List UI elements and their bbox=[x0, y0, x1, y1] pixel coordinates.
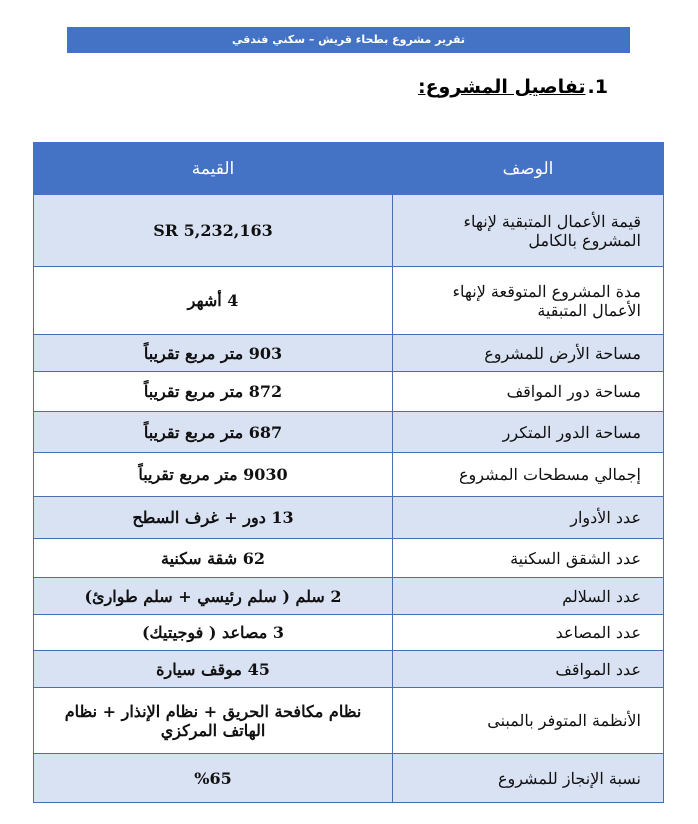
row-value: 687 متر مربع تقريباً bbox=[34, 412, 393, 453]
table-row bbox=[34, 754, 664, 803]
row-value: %65 bbox=[34, 754, 393, 803]
table-row bbox=[34, 267, 664, 335]
section-number: 1. bbox=[587, 76, 608, 98]
row-value: 903 متر مربع تقريباً bbox=[34, 335, 393, 372]
row-description: مساحة دور المواقف bbox=[393, 372, 664, 412]
row-value: 9030 متر مربع تقريباً bbox=[34, 453, 393, 497]
row-description: مدة المشروع المتوقعة لإنهاء الأعمال المتبقية bbox=[393, 267, 664, 335]
table-row bbox=[34, 497, 664, 539]
table-row bbox=[34, 578, 664, 615]
row-description: نسبة الإنجاز للمشروع bbox=[393, 754, 664, 803]
row-description: عدد الأدوار bbox=[393, 497, 664, 539]
table-row bbox=[34, 453, 664, 497]
column-header-description: الوصف bbox=[393, 143, 664, 195]
row-description: عدد الشقق السكنية bbox=[393, 539, 664, 578]
row-value: نظام مكافحة الحريق + نظام الإنذار + نظام الهاتف المركزي bbox=[34, 688, 393, 754]
row-value: 872 متر مربع تقريباً bbox=[34, 372, 393, 412]
table-row bbox=[34, 615, 664, 651]
table-row bbox=[34, 372, 664, 412]
table-row bbox=[34, 539, 664, 578]
row-description: مساحة الأرض للمشروع bbox=[393, 335, 664, 372]
report-header-banner: تقرير مشروع بطحاء قريش – سكني فندقي bbox=[67, 27, 630, 53]
row-value: 5,232,163 SR bbox=[34, 195, 393, 267]
table-row bbox=[34, 412, 664, 453]
section-heading bbox=[418, 76, 608, 98]
row-description: الأنظمة المتوفر بالمبنى bbox=[393, 688, 664, 754]
row-description: إجمالي مسطحات المشروع bbox=[393, 453, 664, 497]
section-title: تفاصيل المشروع: bbox=[417, 76, 586, 98]
table-header-row bbox=[34, 143, 664, 195]
row-value: 4 أشهر bbox=[34, 267, 393, 335]
row-value: 62 شقة سكنية bbox=[34, 539, 393, 578]
table-row bbox=[34, 335, 664, 372]
row-value: 3 مصاعد ( فوجيتيك) bbox=[34, 615, 393, 651]
table-row bbox=[34, 195, 664, 267]
row-description: عدد السلالم bbox=[393, 578, 664, 615]
row-description: عدد المواقف bbox=[393, 651, 664, 688]
project-details-table bbox=[33, 142, 664, 803]
row-value: 45 موقف سيارة bbox=[34, 651, 393, 688]
table-row bbox=[34, 688, 664, 754]
row-description: مساحة الدور المتكرر bbox=[393, 412, 664, 453]
column-header-value: القيمة bbox=[34, 143, 393, 195]
table-row bbox=[34, 651, 664, 688]
row-description: عدد المصاعد bbox=[393, 615, 664, 651]
row-description: قيمة الأعمال المتبقية لإنهاء المشروع بالكامل bbox=[393, 195, 664, 267]
row-value: 13 دور + غرف السطح bbox=[34, 497, 393, 539]
row-value: 2 سلم ( سلم رئيسي + سلم طوارئ) bbox=[34, 578, 393, 615]
